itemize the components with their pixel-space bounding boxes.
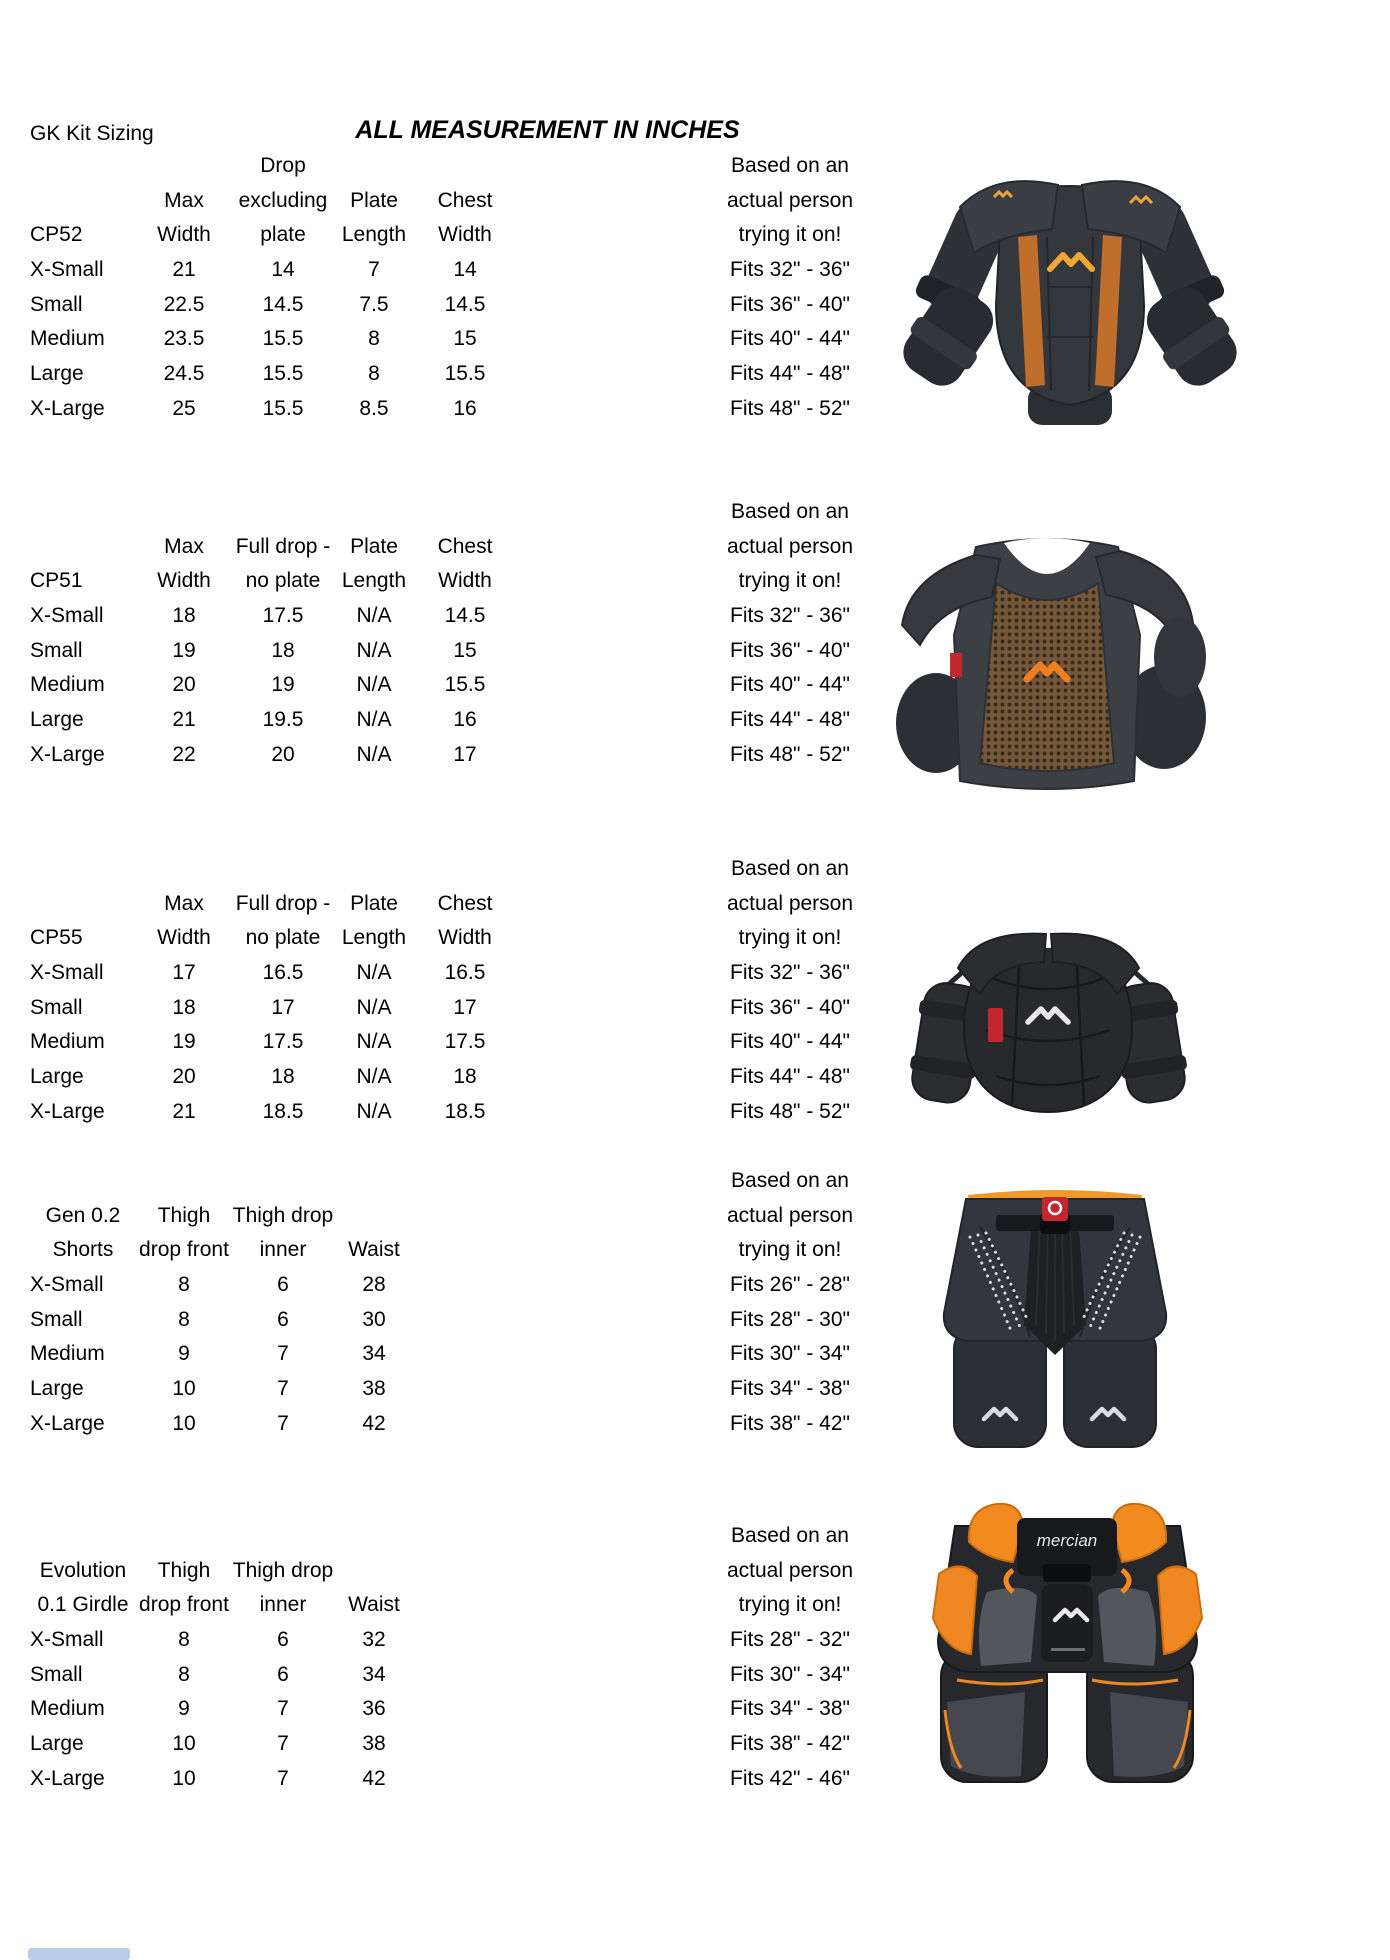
size-label: Small: [30, 995, 83, 1019]
value-cell: 30: [362, 1307, 386, 1331]
header-row: [0, 563, 900, 598]
size-label: Small: [30, 1662, 83, 1686]
table-row: [0, 1024, 900, 1059]
header-cell: drop front: [139, 1593, 229, 1617]
value-cell: 18: [172, 603, 196, 627]
header-row: [0, 920, 900, 955]
header-cell: Width: [157, 223, 211, 247]
size-label: X-Large: [30, 1766, 105, 1790]
value-cell: 8: [178, 1662, 190, 1686]
header-cell: Length: [341, 569, 407, 593]
value-cell: 21: [172, 257, 196, 281]
size-label: Large: [30, 1064, 84, 1088]
value-cell: 22: [172, 742, 196, 766]
header-cell: Thigh drop: [232, 1558, 334, 1582]
value-cell: 7: [277, 1411, 289, 1435]
value-cell: 7: [277, 1342, 289, 1366]
value-cell: 10: [172, 1376, 196, 1400]
value-cell: Fits 36" - 40": [730, 292, 850, 316]
size-label: Large: [30, 707, 84, 731]
size-label: X-Large: [30, 1099, 105, 1123]
table-row: [0, 1761, 900, 1796]
value-cell: 6: [277, 1307, 289, 1331]
table-row: [0, 287, 900, 322]
header-row: [0, 886, 900, 921]
value-cell: 25: [172, 396, 196, 420]
value-cell: 17.5: [262, 1030, 304, 1054]
header-cell: Max: [164, 534, 204, 558]
table-row: [0, 702, 900, 737]
table-row: [0, 1691, 900, 1726]
table-row: [0, 1302, 900, 1337]
value-cell: 7: [277, 1731, 289, 1755]
table-row: [0, 1657, 900, 1692]
value-cell: 42: [362, 1766, 386, 1790]
table-row: [0, 955, 900, 990]
value-cell: 8: [368, 361, 380, 385]
mercian-wordmark: mercian: [1036, 1531, 1098, 1550]
value-cell: 15.5: [262, 327, 304, 351]
value-cell: Fits 40" - 44": [730, 673, 850, 697]
value-cell: Fits 28" - 30": [730, 1307, 850, 1331]
value-cell: 15.5: [444, 673, 486, 697]
header-cell: Gen 0.2: [45, 1203, 121, 1227]
value-cell: N/A: [356, 707, 392, 731]
value-cell: Fits 28" - 32": [730, 1627, 850, 1651]
size-label: X-Large: [30, 1411, 105, 1435]
size-label: X-Small: [30, 1272, 104, 1296]
header-row: [0, 148, 900, 183]
value-cell: 17: [172, 960, 196, 984]
value-cell: 16: [453, 396, 477, 420]
value-cell: 8: [368, 327, 380, 351]
header-cell: Width: [157, 569, 211, 593]
sizing-table-cp55: [0, 851, 900, 1129]
measurement-note: ALL MEASUREMENT IN INCHES: [355, 116, 740, 144]
value-cell: Fits 32" - 36": [730, 960, 850, 984]
header-cell: CP51: [30, 569, 83, 593]
table-row: [0, 737, 900, 772]
value-cell: 15.5: [262, 361, 304, 385]
value-cell: 7: [277, 1376, 289, 1400]
value-cell: 14: [271, 257, 295, 281]
header-row: [0, 1232, 900, 1267]
header-cell: Length: [341, 223, 407, 247]
header-cell: Max: [164, 188, 204, 212]
value-cell: 16.5: [262, 960, 304, 984]
value-cell: 15.5: [262, 396, 304, 420]
header-cell: trying it on!: [738, 926, 842, 950]
value-cell: 14: [453, 257, 477, 281]
header-cell: Drop: [260, 154, 306, 177]
cp51-product-image: [880, 505, 1215, 790]
value-cell: 42: [362, 1411, 386, 1435]
value-cell: 17: [271, 995, 295, 1019]
table-row: [0, 1059, 900, 1094]
header-cell: plate: [260, 223, 306, 247]
value-cell: 10: [172, 1766, 196, 1790]
header-cell: no plate: [245, 569, 321, 593]
header-cell: actual person: [726, 534, 854, 558]
header-cell: actual person: [726, 891, 854, 915]
value-cell: 7: [277, 1697, 289, 1721]
value-cell: 7.5: [359, 292, 389, 316]
header-cell: excluding: [238, 188, 328, 212]
value-cell: 14.5: [444, 603, 486, 627]
header-cell: Thigh: [157, 1558, 211, 1582]
sizing-table-gen02-shorts: [0, 1163, 900, 1441]
value-cell: 6: [277, 1662, 289, 1686]
value-cell: 16.5: [444, 960, 486, 984]
header-cell: Plate: [350, 534, 398, 558]
header-cell: Max: [164, 891, 204, 915]
size-label: Medium: [30, 1030, 105, 1054]
value-cell: Fits 36" - 40": [730, 995, 850, 1019]
header-cell: Evolution: [39, 1558, 127, 1582]
header-cell: Full drop -: [235, 534, 331, 558]
value-cell: 8.5: [359, 396, 389, 420]
value-cell: 19: [271, 673, 295, 697]
value-cell: Fits 38" - 42": [730, 1411, 850, 1435]
header-cell: drop front: [139, 1238, 229, 1262]
header-row: [0, 1198, 900, 1233]
header-cell: trying it on!: [738, 223, 842, 247]
header-cell: Based on an: [731, 500, 849, 523]
size-label: X-Small: [30, 257, 104, 281]
value-cell: 20: [172, 1064, 196, 1088]
header-row: [0, 494, 900, 529]
value-cell: 21: [172, 707, 196, 731]
size-label: Medium: [30, 1697, 105, 1721]
value-cell: 24.5: [163, 361, 205, 385]
value-cell: 17.5: [444, 1030, 486, 1054]
value-cell: 9: [178, 1342, 190, 1366]
value-cell: 18.5: [262, 1099, 304, 1123]
value-cell: Fits 44" - 48": [730, 1064, 850, 1088]
value-cell: N/A: [356, 673, 392, 697]
table-row: [0, 598, 900, 633]
value-cell: 15.5: [444, 361, 486, 385]
value-cell: 15: [453, 327, 477, 351]
table-row: [0, 633, 900, 668]
header-cell: Waist: [348, 1593, 400, 1617]
value-cell: 14.5: [444, 292, 486, 316]
value-cell: Fits 48" - 52": [730, 742, 850, 766]
value-cell: 16: [453, 707, 477, 731]
value-cell: 38: [362, 1376, 386, 1400]
value-cell: 19.5: [262, 707, 304, 731]
header-cell: CP52: [30, 223, 83, 247]
cp52-product-image: [890, 145, 1250, 425]
value-cell: 18.5: [444, 1099, 486, 1123]
table-row: [0, 1094, 900, 1129]
value-cell: 21: [172, 1099, 196, 1123]
value-cell: 23.5: [163, 327, 205, 351]
bottom-blue-strip: [28, 1948, 130, 1960]
size-label: Large: [30, 361, 84, 385]
size-label: X-Small: [30, 603, 104, 627]
size-label: Small: [30, 638, 83, 662]
header-cell: trying it on!: [738, 569, 842, 593]
value-cell: Fits 44" - 48": [730, 707, 850, 731]
value-cell: N/A: [356, 1099, 392, 1123]
table-row: [0, 321, 900, 356]
header-cell: Width: [438, 569, 492, 593]
value-cell: 6: [277, 1627, 289, 1651]
header-cell: trying it on!: [738, 1238, 842, 1262]
value-cell: N/A: [356, 638, 392, 662]
size-label: Small: [30, 1307, 83, 1331]
value-cell: 8: [178, 1307, 190, 1331]
value-cell: 36: [362, 1697, 386, 1721]
value-cell: 14.5: [262, 292, 304, 316]
header-cell: no plate: [245, 926, 321, 950]
header-cell: inner: [259, 1238, 307, 1262]
table-row: [0, 1406, 900, 1441]
size-label: Large: [30, 1731, 84, 1755]
value-cell: Fits 48" - 52": [730, 396, 850, 420]
gen02-shorts-product-image: [940, 1185, 1170, 1455]
value-cell: 18: [271, 638, 295, 662]
size-label: X-Large: [30, 396, 105, 420]
header-cell: Full drop -: [235, 891, 331, 915]
table-row: [0, 252, 900, 287]
value-cell: Fits 48" - 52": [730, 1099, 850, 1123]
value-cell: 32: [362, 1627, 386, 1651]
sizing-table-cp51: [0, 494, 900, 772]
table-row: [0, 990, 900, 1025]
header-row: [0, 183, 900, 218]
header-cell: Waist: [348, 1238, 400, 1262]
size-label: Medium: [30, 1342, 105, 1366]
value-cell: 18: [271, 1064, 295, 1088]
header-row: [0, 1553, 900, 1588]
header-cell: actual person: [726, 188, 854, 212]
header-cell: Based on an: [731, 857, 849, 880]
value-cell: Fits 32" - 36": [730, 603, 850, 627]
header-cell: Chest: [437, 891, 493, 915]
sizing-table-evolution01-girdle: [0, 1518, 900, 1796]
value-cell: 20: [271, 742, 295, 766]
header-row: [0, 1587, 900, 1622]
header-cell: CP55: [30, 926, 83, 950]
value-cell: 34: [362, 1342, 386, 1366]
value-cell: 10: [172, 1731, 196, 1755]
page-title: GK Kit Sizing: [30, 122, 154, 145]
size-label: X-Small: [30, 960, 104, 984]
value-cell: N/A: [356, 960, 392, 984]
header-cell: inner: [259, 1593, 307, 1617]
size-label: Medium: [30, 673, 105, 697]
value-cell: Fits 30" - 34": [730, 1662, 850, 1686]
header-cell: Shorts: [52, 1238, 114, 1262]
value-cell: 34: [362, 1662, 386, 1686]
value-cell: 17: [453, 995, 477, 1019]
header-cell: Based on an: [731, 1169, 849, 1192]
value-cell: Fits 34" - 38": [730, 1697, 850, 1721]
value-cell: N/A: [356, 603, 392, 627]
table-row: [0, 1726, 900, 1761]
header-row: [0, 529, 900, 564]
value-cell: 20: [172, 673, 196, 697]
value-cell: 7: [277, 1766, 289, 1790]
table-row: [0, 356, 900, 391]
value-cell: 18: [453, 1064, 477, 1088]
header-cell: Width: [157, 926, 211, 950]
header-cell: Length: [341, 926, 407, 950]
header-cell: actual person: [726, 1558, 854, 1582]
header-cell: Plate: [350, 891, 398, 915]
value-cell: 9: [178, 1697, 190, 1721]
size-label: X-Small: [30, 1627, 104, 1651]
value-cell: 38: [362, 1731, 386, 1755]
header-cell: Width: [438, 223, 492, 247]
header-cell: 0.1 Girdle: [37, 1593, 129, 1617]
value-cell: Fits 40" - 44": [730, 1030, 850, 1054]
header-cell: actual person: [726, 1203, 854, 1227]
value-cell: 17: [453, 742, 477, 766]
header-row: [0, 217, 900, 252]
header-row: [0, 1518, 900, 1553]
value-cell: N/A: [356, 742, 392, 766]
value-cell: 22.5: [163, 292, 205, 316]
value-cell: Fits 40" - 44": [730, 327, 850, 351]
value-cell: 18: [172, 995, 196, 1019]
header-row: [0, 851, 900, 886]
table-row: [0, 391, 900, 426]
value-cell: Fits 26" - 28": [730, 1272, 850, 1296]
value-cell: 8: [178, 1272, 190, 1296]
size-label: Large: [30, 1376, 84, 1400]
value-cell: 28: [362, 1272, 386, 1296]
value-cell: Fits 34" - 38": [730, 1376, 850, 1400]
value-cell: 8: [178, 1627, 190, 1651]
table-row: [0, 1371, 900, 1406]
value-cell: 7: [368, 257, 380, 281]
header-row: [0, 1163, 900, 1198]
value-cell: 19: [172, 638, 196, 662]
table-row: [0, 1336, 900, 1371]
value-cell: Fits 32" - 36": [730, 257, 850, 281]
evolution01-girdle-product-image: [925, 1500, 1210, 1790]
header-cell: Thigh: [157, 1203, 211, 1227]
value-cell: 19: [172, 1030, 196, 1054]
size-label: Medium: [30, 327, 105, 351]
cp55-product-image: [900, 908, 1197, 1118]
header-cell: Chest: [437, 534, 493, 558]
value-cell: 6: [277, 1272, 289, 1296]
value-cell: Fits 38" - 42": [730, 1731, 850, 1755]
header-cell: trying it on!: [738, 1593, 842, 1617]
value-cell: Fits 36" - 40": [730, 638, 850, 662]
value-cell: 15: [453, 638, 477, 662]
size-label: Small: [30, 292, 83, 316]
header-cell: Plate: [350, 188, 398, 212]
sizing-table-cp52: [0, 148, 900, 426]
value-cell: Fits 42" - 46": [730, 1766, 850, 1790]
header-cell: Thigh drop: [232, 1203, 334, 1227]
header-cell: Based on an: [731, 154, 849, 177]
value-cell: 10: [172, 1411, 196, 1435]
header-cell: Based on an: [731, 1524, 849, 1547]
header-cell: Width: [438, 926, 492, 950]
value-cell: N/A: [356, 1030, 392, 1054]
table-row: [0, 667, 900, 702]
table-row: [0, 1267, 900, 1302]
value-cell: Fits 30" - 34": [730, 1342, 850, 1366]
value-cell: 17.5: [262, 603, 304, 627]
size-label: X-Large: [30, 742, 105, 766]
value-cell: N/A: [356, 1064, 392, 1088]
value-cell: N/A: [356, 995, 392, 1019]
value-cell: Fits 44" - 48": [730, 361, 850, 385]
table-row: [0, 1622, 900, 1657]
header-cell: Chest: [437, 188, 493, 212]
